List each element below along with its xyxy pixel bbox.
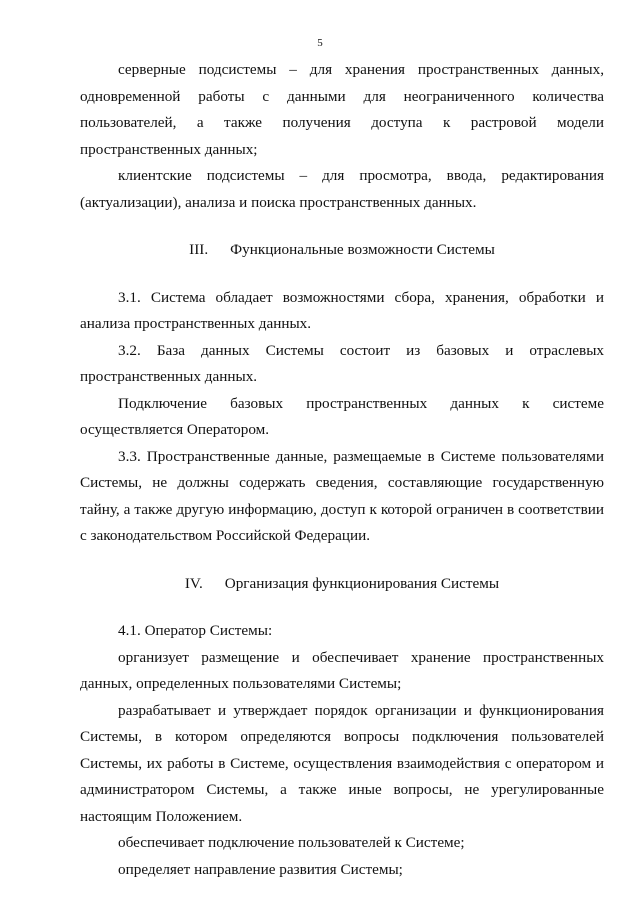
section-heading-3 — [80, 237, 604, 264]
paragraph-3-3: 3.3. Пространственные данные, размещаемые в Системе пользователями Системы, не должны содержать сведения, составляющие государственную тайну, а также другую информацию, доступ к которой ограничен в соответствии с законодательством Российской Федерации. — [80, 447, 604, 544]
paragraph-operator-connection: обеспечивает подключение пользователей к Системе; — [118, 834, 465, 851]
section-title: Организация функционирования Системы — [224, 574, 500, 592]
section-heading-4 — [80, 571, 604, 598]
paragraph-server-subsystems: серверные подсистемы – для хранения пространственных данных, одновременной работы с данными для неограниченного количества пользователей, а также получения доступа к растровой модели пространственных данных; — [80, 61, 604, 158]
section-title: Функциональные возможности Системы — [230, 241, 495, 258]
paragraph-client-subsystems: клиентские подсистемы – для просмотра, ввода, редактирования (актуализации), анализа и поиска пространственных данных. — [80, 167, 604, 211]
paragraph-operator-procedure: разрабатывает и утверждает порядок организации и функционирования Системы, в котором определяются вопросы подключения пользователей Системы, их работы в Системе, осуществления взаимодействия с оператором и администратором Системы, а также иные вопросы, не урегулированные настоящим Положением. — [80, 701, 604, 825]
paragraph-3-2: 3.2. База данных Системы состоит из базовых и отраслевых пространственных данных. — [80, 341, 604, 385]
document-body — [80, 57, 604, 883]
paragraph-operator-development: определяет направление развития Системы; — [118, 860, 403, 878]
paragraph-4-1: 4.1. Оператор Системы: — [118, 622, 273, 639]
page-number: 5 — [317, 37, 323, 49]
section-number: IV. — [184, 574, 203, 592]
paragraph-operator-storage: организует размещение и обеспечивает хранение пространственных данных, определенных пользователями Системы; — [80, 648, 604, 692]
section-number: III. — [189, 241, 209, 258]
paragraph-3-1: 3.1. Система обладает возможностями сбора, хранения, обработки и анализа пространственных данных. — [80, 288, 604, 332]
paragraph-base-data-connection: Подключение базовых пространственных данных к системе осуществляется Оператором. — [80, 394, 604, 438]
